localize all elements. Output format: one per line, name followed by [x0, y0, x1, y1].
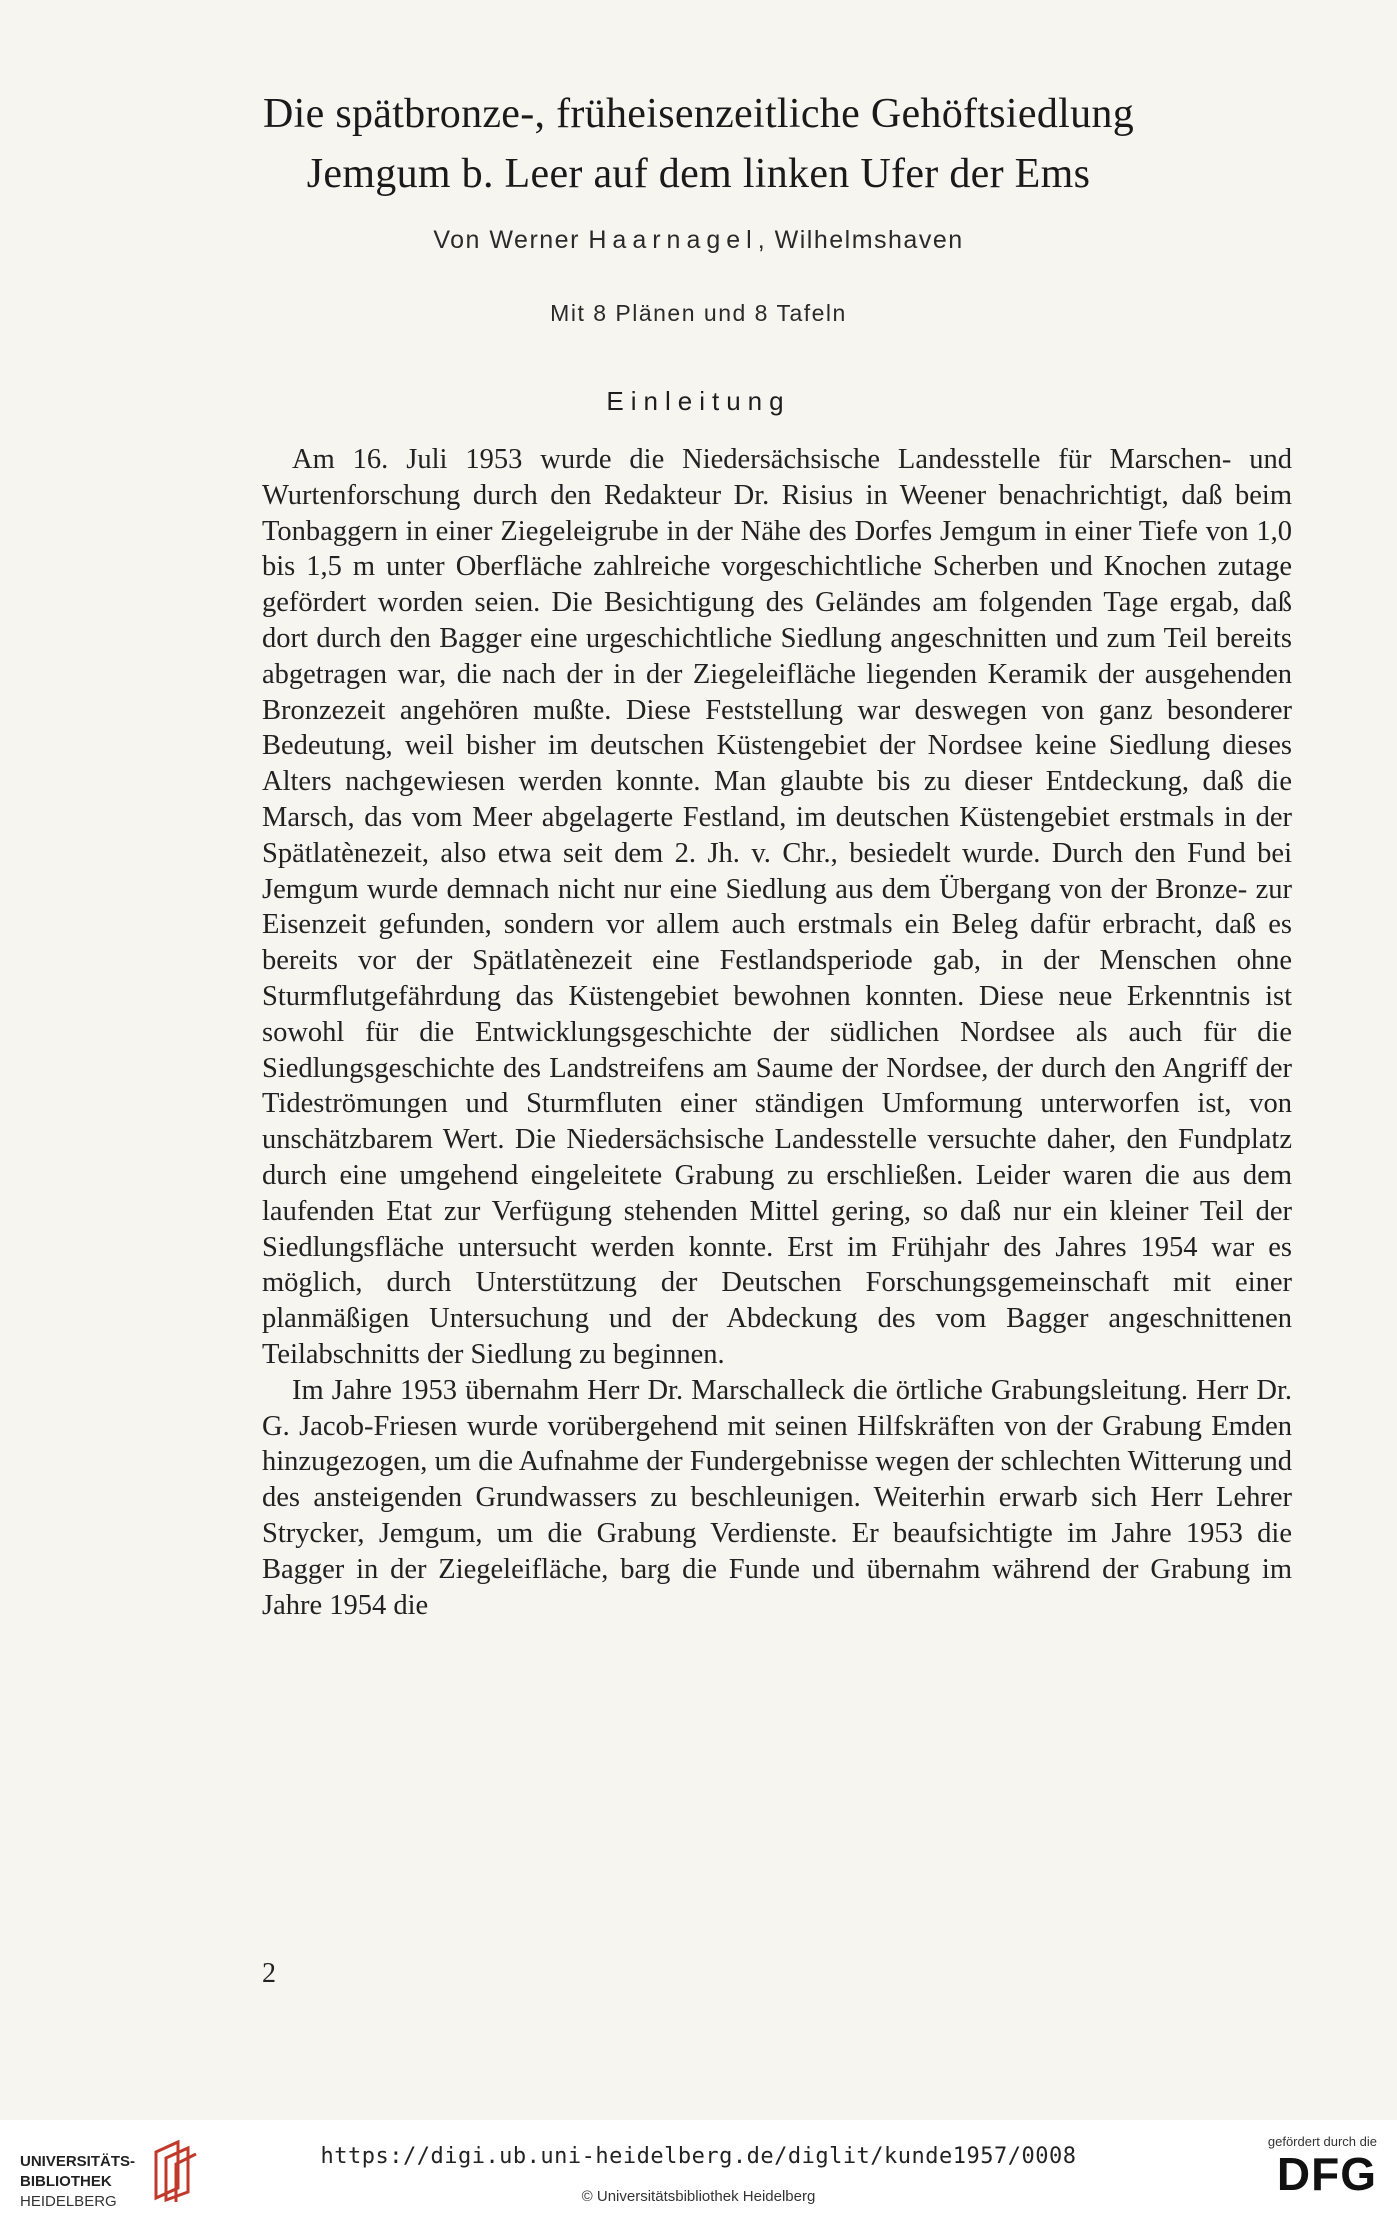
article-title-line-1: Die spätbronze-, früheisenzeitliche Gehöftsiedlung [262, 91, 1135, 137]
byline-prefix: Von Werner [433, 226, 589, 254]
article-title-line-2: Jemgum b. Leer auf dem linken Ufer der Ems [306, 151, 1091, 197]
library-name-line-1: UNIVERSITÄTS- [20, 2153, 136, 2170]
paragraph: Am 16. Juli 1953 wurde die Niedersächsische Landesstelle für Marschen- und Wurtenforschung durch den Redakteur Dr. Risius in Weener benachrichtigt, daß beim Tonbaggern in einer Ziegeleigrube in der Nähe des Dorfes Jemgum in einer Tiefe von 1,0 bis 1,5 m unter Oberfläche zahlreiche vorgeschichtliche Scherben und Knochen zutage gefördert worden seien. Die Besichtigung des Geländes am folgenden Tage ergab, daß dort durch den Bagger eine urgeschichtliche Siedlung angeschnitten und zum Teil bereits abgetragen war, die nach der in der Ziegeleifläche liegenden Keramik der ausgehenden Bronzezeit angehören mußte. Diese Feststellung war deswegen von ganz besonderer Bedeutung, weil bisher im deutschen Küstengebiet der Nordsee keine Siedlung dieses Alters nachgewiesen werden konnte. Man glaubte bis zu dieser Entdeckung, daß die Marsch, das vom Meer abgelagerte Festland, im deutschen Küstengebiet erstmals in der Spätlatènezeit, also etwa seit dem 2. Jh. v. Chr., besiedelt wurde. Durch den Fund bei Jemgum wurde demnach nicht nur eine Siedlung aus dem Übergang von der Bronze- zur Eisenzeit gefunden, sondern vor allem auch erstmals ein Beleg dafür erbracht, daß es bereits vor der Spätlatènezeit eine Festlandsperiode gab, in der Menschen ohne Sturmflutgefährdung das Küstengebiet bewohnen konnten. Diese neue Erkenntnis ist sowohl für die Entwicklungsgeschichte der südlichen Nordsee als auch für die Siedlungsgeschichte des Landstreifens am Saume der Nordsee, der durch den Angriff der Tideströmungen und Sturmfluten einer ständigen Umformung unterworfen ist, von unschätzbarem Wert. Die Niedersächsische Landesstelle versuchte daher, den Fundplatz durch eine umgehend eingeleitete Grabung zu erschließen. Leider waren die aus dem laufenden Etat zur Verfügung stehenden Mittel gering, so daß nur ein kleiner Teil der Siedlungsfläche untersucht werden konnte. Erst im Frühjahr des Jahres 1954 war es möglich, durch Unterstützung der Deutschen Forschungsgemeinschaft mit einer planmäßigen Untersuchung und der Abdeckung des vom Bagger angeschnittenen Teilabschnitts der Siedlung zu beginnen. [262, 444, 1292, 1370]
funder-logo[interactable] [1227, 2134, 1377, 2199]
permalink-url[interactable]: https://digi.ub.uni-heidelberg.de/diglit/kunde1957/0008 [320, 2144, 1077, 2169]
copyright-notice: © Universitätsbibliothek Heidelberg [581, 2188, 816, 2205]
viewer-footer [0, 2120, 1397, 2221]
library-name-line-3: HEIDELBERG [20, 2193, 117, 2210]
dfg-logo-text: DFG [1276, 2148, 1377, 2200]
section-heading: Einleitung [606, 386, 791, 416]
paragraph: Im Jahre 1953 übernahm Herr Dr. Marschalleck die örtliche Grabungsleitung. Herr Dr. G. Jacob-Friesen wurde vorübergehend mit seinen Hilfskräften von der Grabung Emden hinzugezogen, um die Aufnahme der Fundergebnisse wegen der schlechten Witterung und des ansteigenden Grundwassers zu beschleunigen. Weiterhin erwarb sich Herr Lehrer Strycker, Jemgum, um die Grabung Verdienste. Er beaufsichtigte im Jahre 1953 die Bagger in der Ziegeleifläche, barg die Funde und übernahm während der Grabung im Jahre 1954 die [262, 1374, 1292, 1621]
library-name-line-2: BIBLIOTHEK [20, 2173, 112, 2190]
page-number: 2 [262, 1958, 276, 1989]
article-body [262, 442, 1292, 1623]
author-name: Haarnagel [588, 226, 758, 254]
author-byline [0, 226, 1397, 255]
plates-note: Mit 8 Plänen und 8 Tafeln [550, 300, 847, 326]
funder-note: gefördert durch die [1267, 2134, 1377, 2149]
byline-suffix: , Wilhelmshaven [757, 226, 964, 254]
